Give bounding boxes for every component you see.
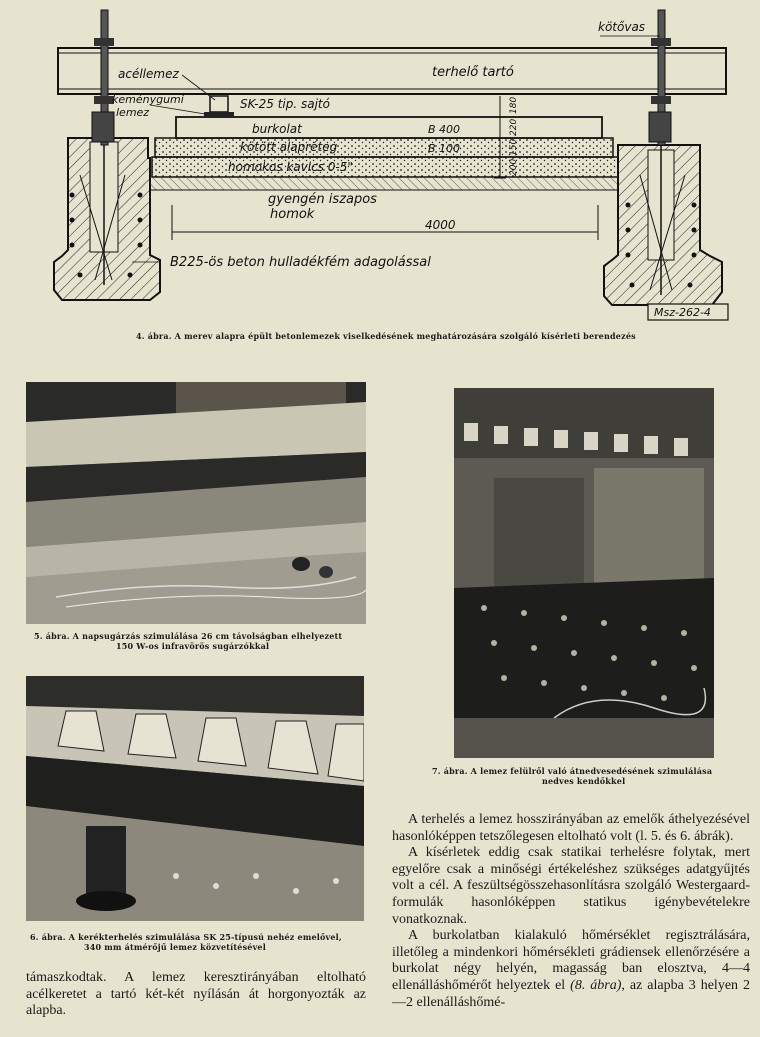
label-dim-150: 150 [509, 138, 519, 156]
label-burkolat: burkolat [252, 122, 302, 136]
paragraph-text-continued: , az alapba 3 helyen 2—2 ellenálláshőmé- [392, 977, 751, 1010]
left-foundation [54, 138, 160, 300]
label-figure-code: Msz-262-4 [654, 306, 711, 319]
pavement-slab [176, 117, 602, 138]
sand-subgrade [150, 178, 618, 190]
figure-5-photo [26, 382, 366, 624]
figure-4-drawing [0, 0, 760, 330]
paragraph: A terhelés a lemez hosszirányában az emelők áthelyezésével hasonlóképpen tetszőlegesen eltolható volt (l. 5. és 6. ábrák). [392, 812, 750, 844]
label-terhelo-tarto: terhelő tartó [432, 65, 514, 80]
paragraph: A kísérletek eddig csak statikai terhelésre folytak, mert egyelőre csak a minőségi értékeléshez szükséges adatgyűjtés volt a cél. A feszültségösszehasonlításra szolgáló Westergaard-formulák hasonlóképpen statikus igénybevételekre vonatkoznak. [392, 845, 750, 927]
label-sajto: SK-25 tip. sajtó [240, 97, 330, 111]
figure-6-photo [26, 676, 364, 921]
label-b400: B 400 [428, 123, 461, 136]
label-b100: B 100 [428, 142, 461, 155]
paragraph: támaszkodtak. A lemez keresztirányában eltolható acélkeretet a tartó két-két nyílásán át horgonyozták az alapba. [26, 970, 366, 1019]
left-column-text [26, 970, 366, 1020]
paragraph-text: A burkolatban kialakuló hőmérséklet regisztrálására, illetőleg a mindenkori hőmérsékleti grádiensek ellenőrzésére a burkolat négy helyén, magasság ban elosztva, 4—4 ellenálláshőmérőt helyeztek el [392, 928, 750, 993]
figure-7-caption-line-2: nedves kendőkkel [542, 776, 626, 786]
figure-7-caption-line-1: 7. ábra. A lemez felülről való átnedvesedésének szimulálása [432, 766, 713, 776]
figure-6-caption-line-1: 6. ábra. A kerékterhelés szimulálása SK 25-típusú nehéz emelővel, [30, 932, 342, 942]
label-beton: B225-ös beton hulladékfém adagolással [170, 255, 431, 270]
label-dim-200: 200 [509, 158, 519, 176]
figure-5-caption-line-1: 5. ábra. A napsugárzás szimulálása 26 cm távolságban elhelyezett [34, 631, 343, 641]
paragraph [392, 928, 750, 1011]
figure-7-photo [454, 388, 714, 758]
label-kemenygumi: keménygumi [112, 93, 184, 106]
label-acellemez: acéllemez [118, 67, 179, 81]
label-iszapos: gyengén iszapos [268, 192, 377, 207]
right-foundation [604, 130, 722, 305]
figure-reference: (8. ábra) [570, 977, 622, 993]
label-homok: homok [270, 207, 315, 222]
label-dim-180: 180 [509, 96, 519, 114]
label-kemenygumi-lemez: lemez [116, 106, 150, 119]
jack-assembly [204, 96, 234, 117]
right-column-text [392, 812, 750, 1011]
gravel-layer [152, 157, 618, 177]
label-homokos-kavics: homokos kavics 0-5" [228, 160, 353, 174]
label-kotott-alapreteg: kötött alapréteg [240, 140, 338, 154]
label-dim-220: 220 [509, 118, 519, 136]
figure-4-caption: 4. ábra. A merev alapra épült betonlemezek viselkedésének meghatározására szolgáló kísérleti berendezés [136, 331, 636, 341]
bound-base-layer [155, 138, 613, 157]
label-kotovas: kötővas [598, 20, 646, 34]
label-dim-4000: 4000 [425, 218, 456, 232]
figure-5-caption-line-2: 150 W-os infravörös sugárzókkal [116, 641, 270, 651]
figure-6-caption-line-2: 340 mm átmérőjű lemez közvetítésével [84, 942, 266, 952]
